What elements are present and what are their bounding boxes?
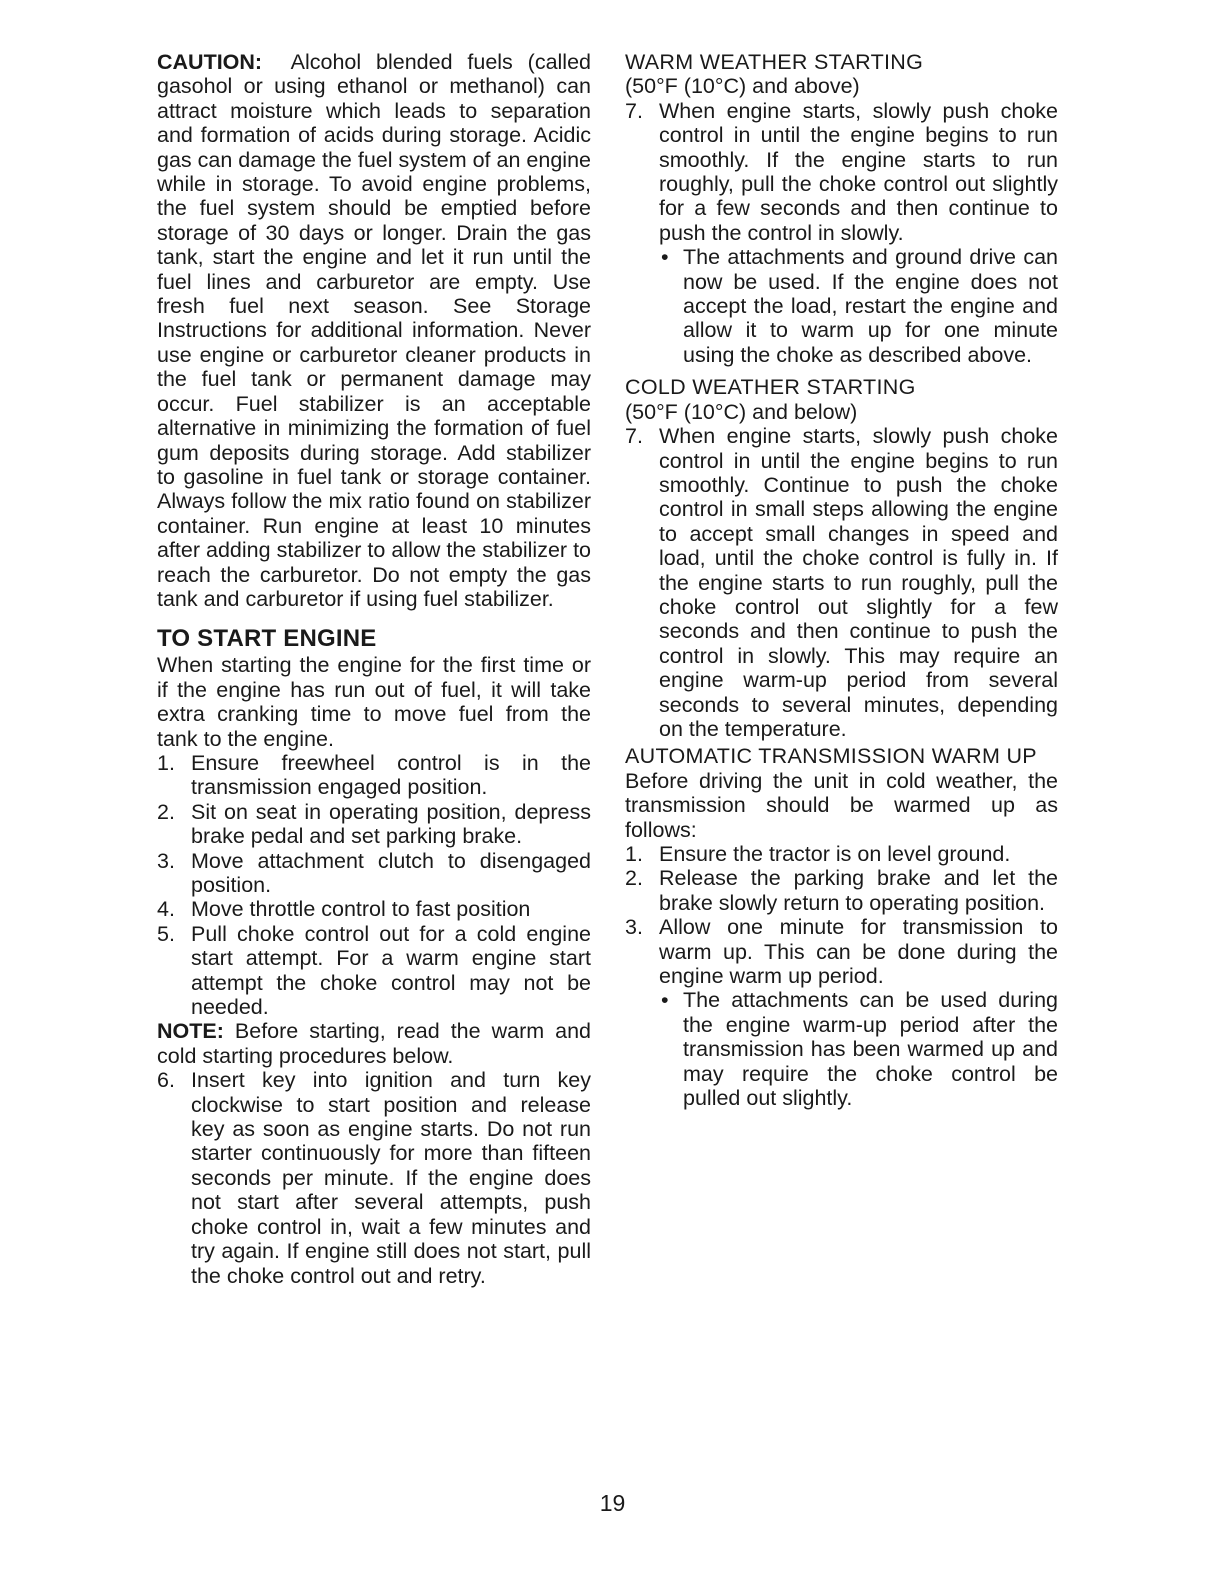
list-item bbox=[157, 800, 591, 849]
cold-weather-heading: COLD WEATHER STARTING bbox=[625, 375, 916, 400]
to-start-engine-heading: TO START ENGINE bbox=[157, 625, 377, 653]
step-number: 4. bbox=[157, 897, 175, 922]
step-number: 7. bbox=[625, 98, 643, 123]
step-text: Ensure the tractor is on level ground. bbox=[659, 842, 1011, 866]
step-text: Ensure freewheel control is in the transmission engaged position. bbox=[191, 750, 591, 800]
start-steps-list bbox=[157, 751, 591, 1019]
note-text: Before starting, read the warm and cold starting procedures below. bbox=[157, 1019, 591, 1068]
step-number: 2. bbox=[625, 866, 643, 891]
step-text: When engine starts, slowly push choke control in until the engine begins to run smoothly. Continue to push the choke control in small steps allowing the engine to accept small changes in speed and load, until the choke control is fully in. If the engine starts to run roughly, pull the choke control out slightly for a few seconds and then continue to push the control in slowly. This may require an engine warm-up period from several seconds to several minutes, depending on the temperature. bbox=[659, 424, 1058, 741]
warm-weather-heading: WARM WEATHER STARTING bbox=[625, 50, 924, 74]
page-number: 19 bbox=[599, 1490, 626, 1516]
automatic-transmission-heading: AUTOMATIC TRANSMISSION WARM UP bbox=[625, 744, 1037, 769]
step-text: When engine starts, slowly push choke control in until the engine begins to run smoothly. If the engine starts to run roughly, pull the choke control out slightly for a few seconds and then continue to push the control in slowly. bbox=[659, 98, 1058, 245]
caution-paragraph bbox=[157, 50, 591, 611]
step-text: Release the parking brake and let the brake slowly return to operating position. bbox=[659, 866, 1058, 915]
automatic-transmission-intro: Before driving the unit in cold weather, the transmission should be warmed up as follows: bbox=[625, 768, 1058, 842]
bullet-text: The attachments and ground drive can now be used. If the engine does not accept the load, restart the engine and allow it to warm up for one minute using the choke as described above. bbox=[683, 245, 1058, 367]
list-item bbox=[625, 99, 1058, 367]
step-number: 3. bbox=[157, 848, 175, 873]
list-item bbox=[157, 922, 591, 1020]
step-text: Move throttle control to fast position bbox=[191, 897, 531, 922]
step-text: Pull choke control out for a cold engine start attempt. For a warm engine start attempt the choke control may not be needed. bbox=[191, 921, 591, 1020]
step-text: Allow one minute for transmission to warm up. This can be done during the engine warm up period. bbox=[659, 915, 1058, 989]
right-column bbox=[625, 50, 1058, 1110]
bullet-icon: • bbox=[661, 245, 669, 270]
step-number: 6. bbox=[157, 1068, 175, 1093]
start-step-six-list bbox=[157, 1068, 591, 1288]
list-item bbox=[625, 866, 1058, 915]
list-item bbox=[157, 897, 591, 921]
step-number: 7. bbox=[625, 424, 643, 449]
cold-steps-list bbox=[625, 424, 1058, 741]
warm-steps-list bbox=[625, 99, 1058, 367]
step-number: 2. bbox=[157, 799, 175, 824]
caution-label: CAUTION: bbox=[157, 50, 263, 74]
bullet-icon: • bbox=[661, 988, 669, 1013]
caution-text: Alcohol blended fuels (called gasohol or using ethanol or methanol) can attract moisture which leads to separation and formation of acids during storage. Acidic gas can damage the fuel system of an engine while in storage. To avoid engine problems, the fuel system should be emptied before storage of 30 days or longer. Drain the gas tank, start the engine and let it run until the fuel lines and carburetor are empty. Use fresh fuel next season. See Storage Instructions for additional information. Never use engine or carburetor cleaner products in the fuel tank or permanent damage may occur. Fuel stabilizer is an acceptable alternative in minimizing the formation of fuel gum deposits during storage. Add stabilizer to gasoline in fuel tank or storage container. Always follow the mix ratio found on stabilizer container. Run engine at least 10 minutes after adding stabilizer to allow the stabilizer to reach the carburetor. Do not empty the gas tank and carburetor if using fuel stabilizer. bbox=[157, 50, 591, 611]
list-item bbox=[625, 424, 1058, 741]
note-label: NOTE: bbox=[157, 1019, 224, 1044]
bullet-item bbox=[659, 988, 1058, 1110]
left-column bbox=[157, 50, 591, 1288]
cold-weather-temperature: (50°F (10°C) and below) bbox=[625, 399, 858, 424]
step-text: Insert key into ignition and turn key clockwise to start position and release key as soon as engine starts. Do not run starter continuously for more than fifteen seconds per minute. If the engine does not start after several attempts, push choke control in, wait a few minutes and try again. If engine still does not start, pull the choke control out and retry. bbox=[191, 1068, 591, 1288]
step-number: 3. bbox=[625, 915, 643, 940]
start-intro: When starting the engine for the first time or if the engine has run out of fuel, it will take extra cranking time to move fuel from the tank to the engine. bbox=[157, 653, 591, 751]
warm-weather-temperature: (50°F (10°C) and above) bbox=[625, 74, 860, 99]
list-item bbox=[625, 915, 1058, 1110]
step-number: 1. bbox=[625, 842, 643, 866]
list-item bbox=[157, 751, 591, 800]
step-number: 1. bbox=[157, 750, 175, 775]
bullet-text: The attachments can be used during the engine warm-up period after the transmission has been warmed up and may require the choke control be pulled out slightly. bbox=[683, 988, 1058, 1111]
step-number: 5. bbox=[157, 921, 175, 946]
list-item bbox=[157, 1068, 591, 1288]
bullet-item bbox=[659, 245, 1058, 367]
automatic-transmission-steps-list bbox=[625, 842, 1058, 1110]
list-item bbox=[625, 842, 1058, 866]
list-item bbox=[157, 849, 591, 898]
step-text: Move attachment clutch to disengaged position. bbox=[191, 848, 591, 897]
step-text: Sit on seat in operating position, depress brake pedal and set parking brake. bbox=[191, 799, 591, 849]
note-paragraph bbox=[157, 1019, 591, 1068]
